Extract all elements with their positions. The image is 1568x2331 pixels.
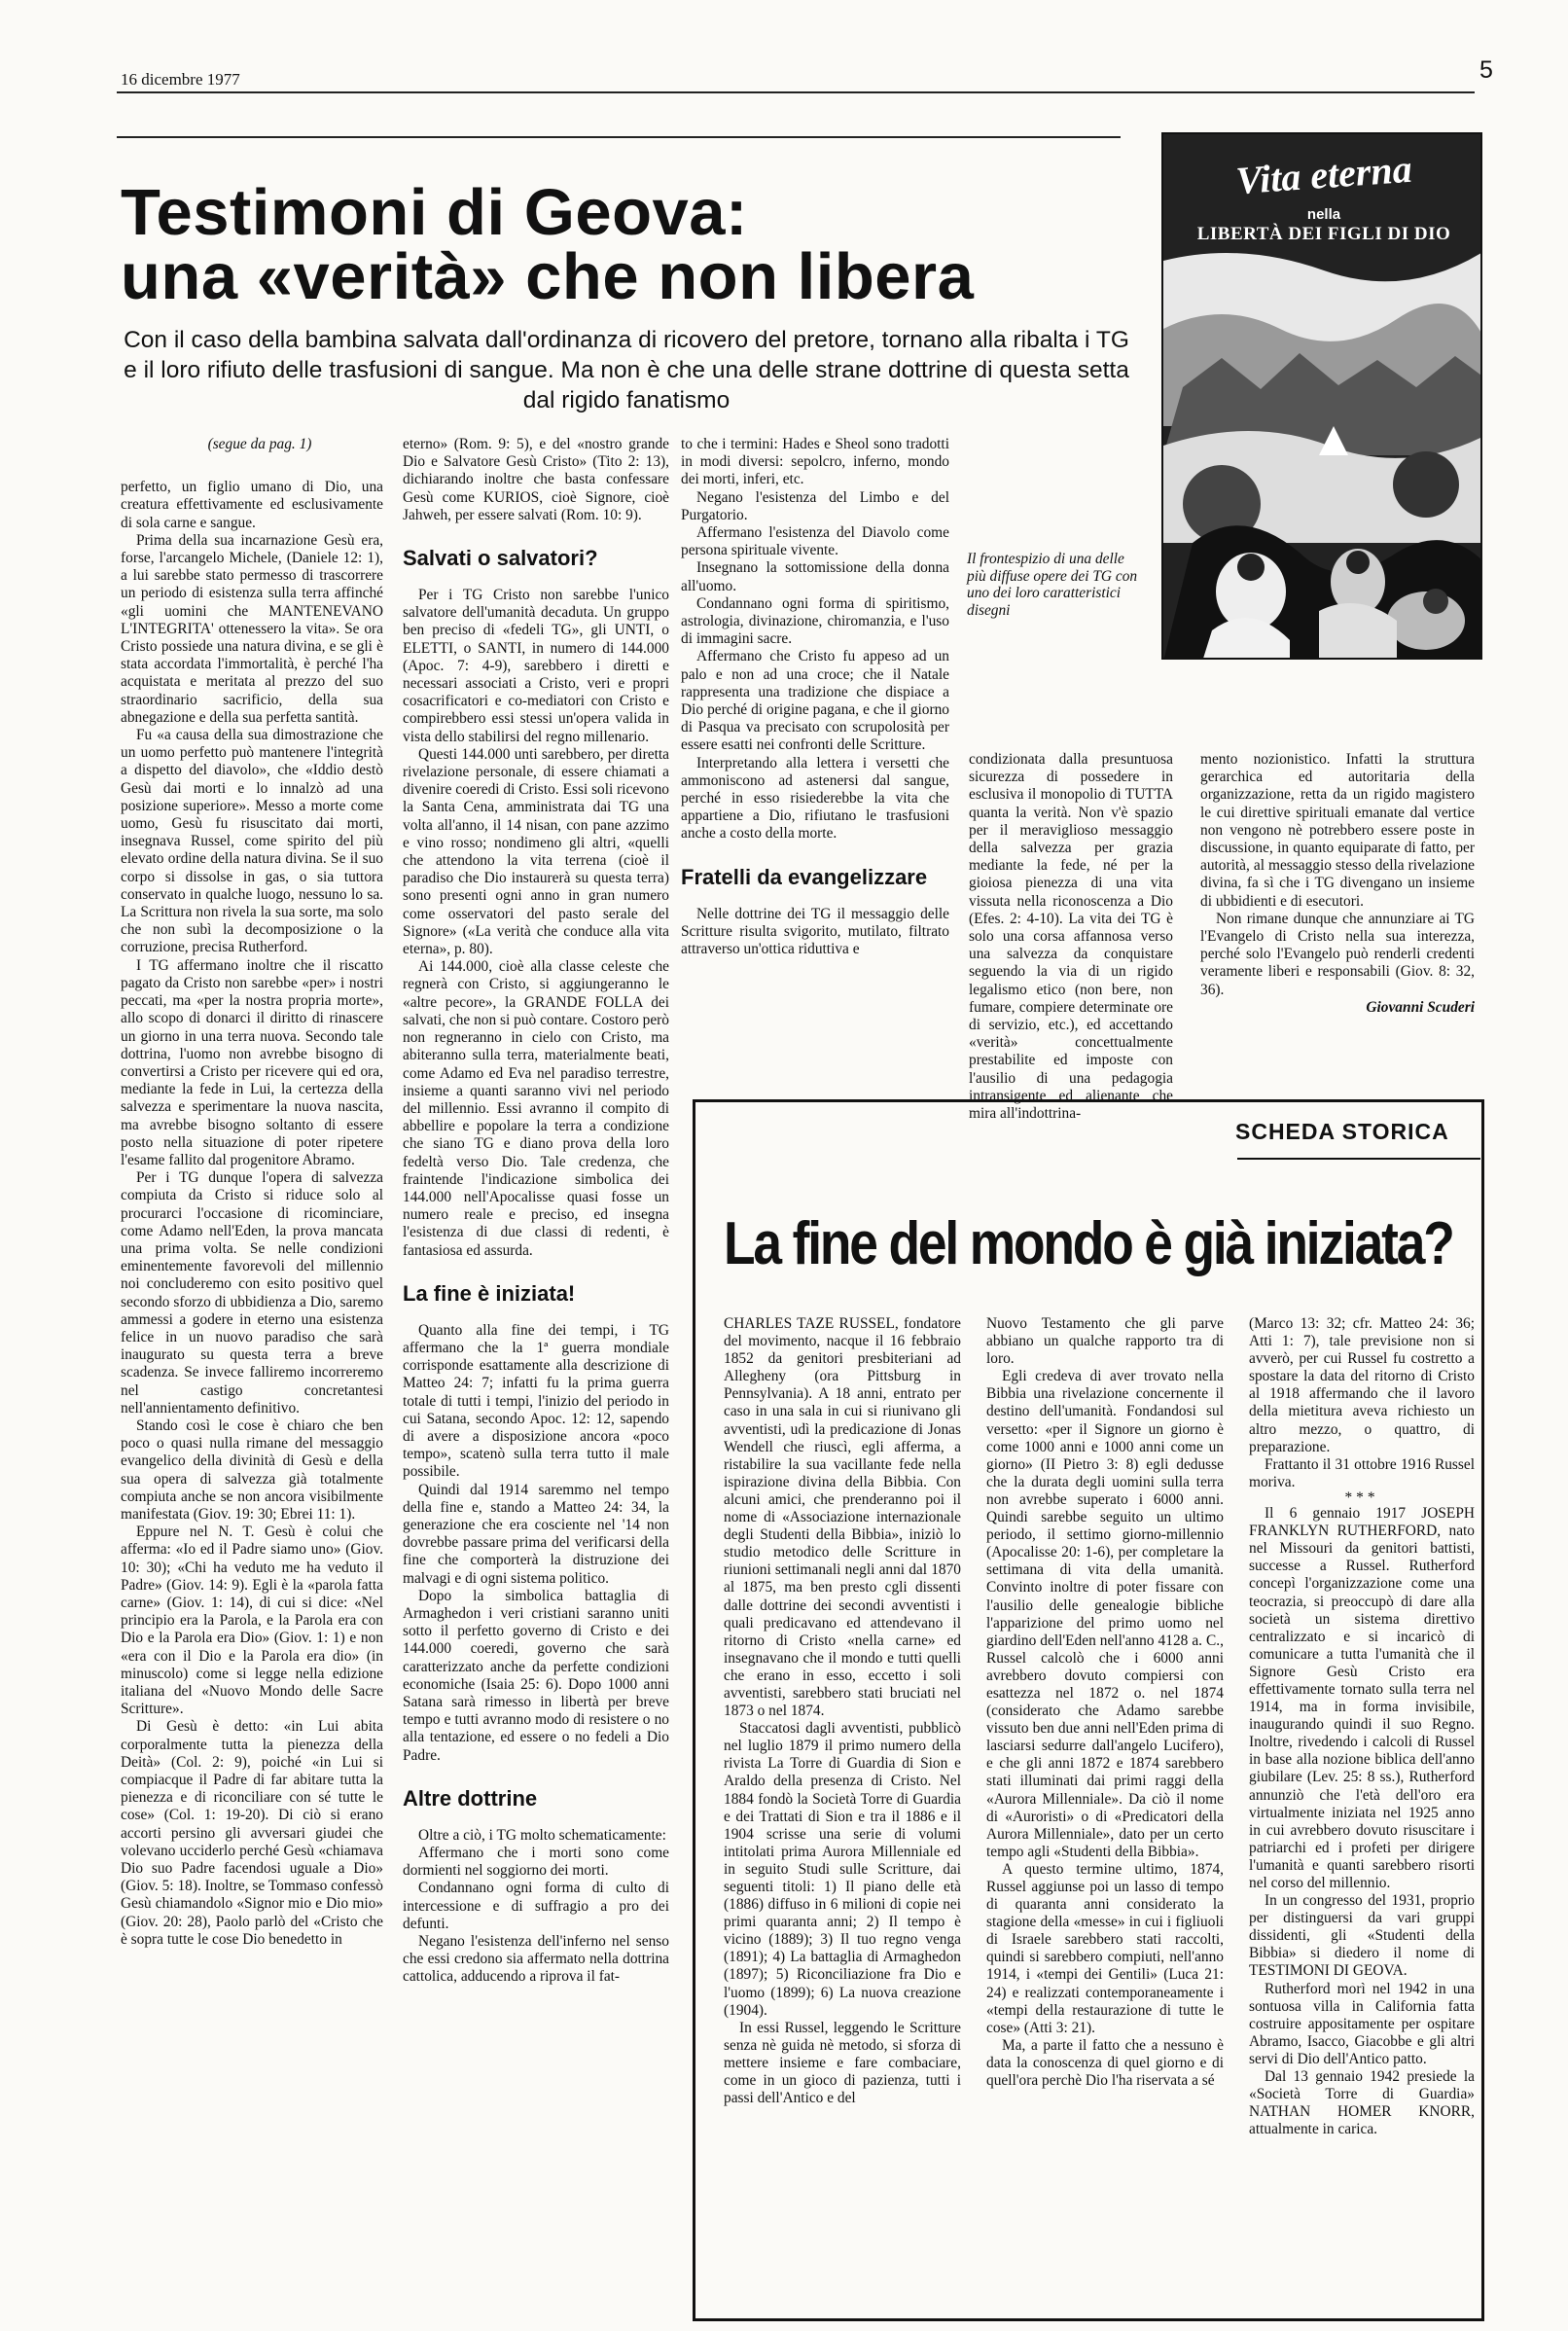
section-heading-altre: Altre dottrine: [403, 1785, 538, 1811]
paragraph: Ai 144.000, cioè alla classe celeste che regnerà con Cristo, si aggiungeranno le «altre pecore», la GRANDE FOLLA dei salvati, che non si può contare. Costoro però non regneranno in cielo con Cristo, ma abiteranno sulla terra, materialmente beati, come Adamo ed Eva nel paradiso terrestre, insieme a quanti saranno vivi nel periodo del millennio. Essi avranno il compito di abbellire e popolare la terra a condizione che siano TG e diano prova della loro fedeltà verso Dio. Tale credenza, che fraintende l'indicazione simbolica dei 144.000 nell'Apocalisse quasi fosse un numero reale e preciso, ed insegna l'esistenza di due classi di redenti, è fantasiosa ed assurda.: [403, 958, 669, 1259]
paragraph: Ma, a parte il fatto che a nessuno è data la conoscenza di quel giorno e di quell'ora perchè Dio l'ha riservata a sé: [986, 2036, 1224, 2090]
article-column-1: [121, 436, 383, 1949]
paragraph: Negano l'esistenza dell'inferno nel senso che essi credono sia affermato nella dottrina cattolica, adducendo a riprova il fat-: [403, 1933, 669, 1986]
article-column-5: [1200, 751, 1475, 1017]
paragraph: Quindi dal 1914 saremmo nel tempo della fine e, stando a Matteo 24: 34, la generazione che era cosciente nel '14 non dovrebbe passare prima del verificarsi della fine che comporterà la distruzione dei malvagi e di ogni sistema politico.: [403, 1481, 669, 1587]
historical-sheet-tag: SCHEDA STORICA: [1235, 1119, 1449, 1144]
paragraph-list: [969, 751, 1173, 1123]
paragraph-list: [403, 587, 669, 1260]
illustration-subtitle: LIBERTÀ DEI FIGLI DI DIO: [1196, 224, 1451, 244]
paragraph-list: [403, 1322, 669, 1765]
paragraph: Il 6 gennaio 1917 JOSEPH FRANKLYN RUTHERFORD, nato nel Missouri da genitori battisti, successe a Russel. Rutherford concepì l'organizzazione come una teocrazia, si preoccupò di dare alla società un sistema direttivo centralizzato e si incaricò di comunicare a tutta l'umanità che il Signore Gesù Cristo era effettivamente tornato sulla terra nel 1914, ma in forma invisibile, inaugurando quindi il suo Regno. Inoltre, rivedendo i calcoli di Russel in base alla nozione biblica dell'anno giubilare (Lev. 25: 8 ss.), Rutherford annunziò che l'età dell'oro era virtualmente iniziata nel 1925 anno in cui avrebbero dovuto risuscitare i patriarchi ed i profeti per dirigere l'umanità e quanti sarebbero risorti nel corso del millennio.: [1249, 1505, 1475, 1891]
headline-line-1: Testimoni di Geova:: [121, 176, 748, 249]
illustration-title: Vita eterna: [1234, 146, 1413, 203]
section-separator-stars: ***: [1344, 1488, 1379, 1506]
historical-sheet-column-3: [1249, 1315, 1475, 2138]
paragraph: Per i TG Cristo non sarebbe l'unico salvatore dell'umanità decaduta. Un gruppo ben preciso di «fedeli TG», gli UNTI, o ELETTI, o SANTI, in numero di 144.000 (Apoc. 7: 4-9), sarebbero i diretti e necessari associati a Cristo, veri e propri cosacrificatori e co-mediatori con Cristo e compirebbero essi stessi un'opera valida in vista dello stabilirsi del regno millenario.: [403, 587, 669, 745]
paragraph: Dal 13 gennaio 1942 presiede la «Società Torre di Guardia» NATHAN HOMER KNORR, attualmente in carica.: [1249, 2068, 1475, 2138]
paragraph: A questo termine ultimo, 1874, Russel aggiunse poi un lasso di tempo di quaranta anni considerato la stagione della «messe» in cui i figliuoli di Israele sarebbero stati raccolti, quindi si sarebbero compiuti, nell'anno 1914, i «tempi dei Gentili» (Luca 21: 24) e realizzati contemporaneamente i «tempi della restaurazione di tutte le cose» (Atti 3: 21).: [986, 1860, 1224, 2036]
headline-top-rule: [117, 136, 1121, 138]
paragraph: Staccatosi dagli avventisti, pubblicò nel luglio 1879 il primo numero della rivista La Torre di Guardia di Sion e Araldo della presenza di Cristo. Nel 1884 fondò la Società Torre di Guardia e dei Trattati di Sion e tra il 1886 e il 1904 scrisse una serie di volumi intitolati prima Aurora Millenniale ed in seguito Studi sulle Scritture, dai seguenti titoli: 1) Il piano delle età (1886) diffuso in 6 milioni di copie nei primi quaranta anni; 2) Il tempo è vicino (1889); 3) Il tuo regno venga (1891); 4) La battaglia di Armaghedon (1897); 5) Riconciliazione fra Dio e l'uomo (1899); 6) La nuova creazione (1904).: [724, 1720, 961, 2019]
headline-line-2: una «verità» che non libera: [121, 240, 975, 313]
paragraph: Dopo la simbolica battaglia di Armaghedon i veri cristiani saranno uniti sotto il perfetto governo di Cristo e dei 144.000 coeredi, governo che sarà caratterizzato anche da perfette condizioni economiche (Isaia 25: 6). Dopo 1000 anni Satana sarà rimesso in libertà per breve tempo e tutti avranno modo di resistere o no alla tentazione, ed essere o no fedeli a Dio Padre.: [403, 1587, 669, 1764]
article-subhead: Con il caso della bambina salvata dall'ordinanza di ricovero del pretore, tornano alla ribalta i TG e il loro rifiuto delle trasfusioni di sangue. Ma non è che una delle strane dottrine di questa setta dal rigido fanatismo: [124, 327, 1129, 413]
section-heading-fratelli: Fratelli da evangelizzare: [681, 864, 928, 889]
paragraph: Affermano l'esistenza del Diavolo come persona spirituale vivente.: [681, 524, 949, 559]
article-column-4: [969, 751, 1173, 1123]
paragraph: Quanto alla fine dei tempi, i TG affermano che la 1ª guerra mondiale corrisponde esattamente alla descrizione di Matteo 24: 7; infatti fu la prima guerra totale di tutti i tempi, l'inizio del periodo in cui Satana, secondo Apoc. 12: 12, sapendo di avere a disposizione ancora «poco tempo», scatenò sulla terra tutto il male possibile.: [403, 1321, 669, 1481]
paragraph: Egli credeva di aver trovato nella Bibbia una rivelazione concernente il destino dell'umanità. Fondandosi sul versetto: «per il Signore un giorno è come 1000 anni e 1000 anni come un giorno» (II Pietro 3: 8) egli dedusse che la durata degli uomini sulla terra non avrebbe superato i 6000 anni. Quindi sarebbe seguito un ultimo periodo, il settimo giorno-millennio (Apocalisse 20: 1-6), per completare la settimana di vita della umanità. Convinto inoltre di poter fissare con l'ausilio delle genealogie bibliche l'apparizione del primo uomo nel giardino dell'Eden nell'anno 4128 a. C., Russel calcolò che i 6000 anni avrebbero dovuto compiersi con esattezza nel 1872 o. nel 1874 (considerato che Adamo sarebbe vissuto ben due anni nell'Eden prima di lasciarsi sedurre dall'angelo Lucifero), e che gli anni 1872 e 1874 sarebbero stati illuminati dai primi raggi della «Aurora Millenniale». Da ciò il nome di «Auroristi» o di «Predicatori della Aurora Millenniale», dato per un certo tempo agli «Studenti della Bibbia».: [986, 1368, 1224, 1860]
illustration-nella: nella: [1306, 206, 1341, 223]
article-column-3: [681, 436, 949, 958]
illustration-caption: Il frontespizio di una delle più diffuse opere dei TG con uno dei loro caratteristici disegni: [967, 551, 1138, 619]
article-headline: [121, 176, 1132, 313]
header-rule: [117, 91, 1475, 93]
paragraph: mento nozionistico. Infatti la struttura gerarchica ed autoritaria della organizzazione, retta da un rigido magistero le cui direttive spirituali emanate dal vertice non vengono nè potrebbero essere poste in discussione, in quanto equiparate di fatto, per autorità, al messaggio stesso della rivelazione divina, fa sì che i TG divengano un insieme di ubbidienti e di esecutori.: [1200, 751, 1475, 910]
paragraph-list: [403, 1827, 669, 1987]
paragraph: Eppure nel N. T. Gesù è colui che afferma: «Io ed il Padre siamo uno» (Giov. 10: 30); «Chi ha veduto me ha veduto il Padre» (Giov. 14: 9). Egli è la «parola fatta carne» (Giov. 1: 14), di cui si dice: «Nel principio era la Parola, e la Parola era con Dio e la Parola era Dio» (Giov. 1: 1) e non «era con il Dio e la Parola era dio» (in minuscolo) come si legge nella edizione italiana del «Nuovo Mondo delle Sacre Scritture».: [121, 1524, 383, 1718]
paragraph: Affermano che Cristo fu appeso ad un palo e non ad una croce; che il Natale rappresenta una tradizione che dispiace a Dio perché di origine pagana, e che il giorno di Pasqua va precisato con scrupolosità per essere esatti nei confronti delle Scritture.: [681, 648, 949, 754]
paragraph: Interpretando alla lettera i versetti che ammoniscono ad astenersi dal sangue, perché in esso risiederebbe la vita che appartiene a Dio, rifiutano le trasfusioni anche a costo della morte.: [681, 754, 949, 843]
historical-sheet-column-1: [724, 1315, 961, 2107]
paragraph: I TG affermano inoltre che il riscatto pagato da Cristo non sarebbe «per» i nostri peccati, ma «per la nostra propria morte», allo scopo di donarci il diritto di rinascere un giorno in una terra nuova. Secondo tale dottrina, l'uomo non avrebbe bisogno di convertirsi a Cristo per ricevere qui ed ora, mediante la fede in Lui, la certezza della salvezza e sperimentare la nuova nascita, ma avrebbe bisogno soltanto di essere posto nella situazione di poter ripetere l'esame fallito dal progenitore Abramo.: [121, 956, 383, 1168]
paragraph: Nelle dottrine dei TG il messaggio delle Scritture risulta svigorito, mutilato, filtrato attraverso un'ottica riduttiva e: [681, 905, 949, 958]
paragraph: Prima della sua incarnazione Gesù era, forse, l'arcangelo Michele, (Daniele 12: 1), a lui sarebbe stato permesso di trascorrere un periodo di esistenza sulla terra affinché «gli uomini che MANTENEVANO L'INTEGRITA' ottenessero la vita». Se ora Cristo possiede una natura divina, e se gli è stata accordata l'immortalità, è perché l'ha acquistata e meritata al prezzo del suo straordinario sacrificio, della sua abnegazione e della sua perfetta santità.: [121, 531, 383, 726]
paragraph: to che i termini: Hades e Sheol sono tradotti in modi diversi: sepolcro, inferno, mondo dei morti, inferi, etc.: [681, 436, 949, 488]
paragraph-list: [121, 479, 383, 1949]
paragraph-list: [1249, 1315, 1475, 1491]
book-cover-illustration: [1161, 132, 1482, 660]
paragraph: Di Gesù è detto: «in Lui abita corporalmente tutta la pienezza della Deità» (Col. 2: 9), poiché «in Lui si compiacque il Padre di far abitare tutta la pienezza e di riconciliare con sé tutte le cose» (Col. 1: 19-20). Di ciò si erano accorti persino gli avversari giudei che volevano ucciderlo perché Gesù «chiamava Dio suo Padre facendosi uguale a Dio» (Giov. 5: 18). Inoltre, se Tommaso confessò Gesù chiamandolo «Signor mio e Dio mio» (Giov. 20: 28), Paolo parlò del «Cristo che è sopra tutte le cose Dio benedetto in: [121, 1718, 383, 1948]
paragraph-list: [681, 906, 949, 959]
paragraph-list: [724, 1315, 961, 2107]
historical-sheet-tag-rule: [1237, 1158, 1480, 1160]
page-number: 5: [1479, 56, 1493, 84]
paragraph: Nuovo Testamento che gli parve abbiano un qualche rapporto tra di loro.: [986, 1315, 1224, 1368]
paragraph: Insegnano la sottomissione della donna all'uomo.: [681, 559, 949, 594]
paragraph: Rutherford morì nel 1942 in una sontuosa villa in California fatta costruire appositamente per ospitare Abramo, Isacco, Giacobbe e gli altri servi di Dio dell'Antico patto.: [1249, 1980, 1475, 2067]
historical-sheet-column-2: [986, 1315, 1224, 2090]
paragraph: Oltre a ciò, i TG molto schematicamente:: [418, 1826, 666, 1844]
paragraph: Questi 144.000 unti sarebbero, per diretta rivelazione personale, di essere chiamati a divenire coeredi di Cristo. Essi soli ricevono la Santa Cena, amministrata dai TG una volta all'anno, il 14 nisan, con pane azzimo e vino rosso; nondimeno gli altri, «quelli che attendono la vita terrena (cioè il paradiso che Dio instaurerà su questa terra) sono presenti ogni anno in gran numero come osservatori del pasto serale del Signore» («La verità che conduce alla vita eterna», p. 80).: [403, 745, 669, 958]
section-heading-salvati: Salvati o salvatori?: [403, 546, 598, 571]
paragraph: (Marco 13: 32; cfr. Matteo 24: 36; Atti 1: 7), tale previsione non si avverò, per cui Russel fu costretto a spostare la data del ritorno di Cristo al 1918 affermando che il lavoro della mietitura aveva richiesto un altro mezzo, o quattro, di preparazione.: [1249, 1315, 1475, 1455]
paragraph: Condannano ogni forma di spiritismo, astrologia, divinazione, chiromanzia, e l'uso di immagini sacre.: [681, 594, 949, 648]
issue-date: 16 dicembre 1977: [121, 70, 240, 89]
section-heading-fine: La fine è iniziata!: [403, 1280, 576, 1306]
paragraph: Stando così le cose è chiaro che ben poco o quasi nulla rimane del messaggio evangelico della divinità di Gesù e della sua opera di salvezza già totalmente compiuta anche se non ancora visibilmente manifestata (Giov. 19: 30; Ebrei 11: 1).: [121, 1417, 383, 1523]
article-column-2: [403, 436, 669, 1987]
paragraph: In essi Russel, leggendo le Scritture senza nè guida nè metodo, si sforza di mettere insieme e fare combaciare, come in un gioco di pazienza, tutti i passi dell'Antico e del: [724, 2019, 961, 2107]
paragraph-list: [1249, 1505, 1475, 2138]
paragraph: Fu «a causa della sua dimostrazione che un uomo perfetto può mantenere l'integrità a dispetto del diavolo», che «Iddio destò Gesù dai morti e lo innalzò ad una posizione superiore». Messo a morte come uomo, Gesù fu risuscitato dai morti, insegnava Russel, come spirito del più elevato ordine della natura divina. Se il suo corpo si dissolse in gas, o sia tuttora conservato in qualche luogo, nessuno lo sa. La Scrittura non rivela la sua sorte, ma solo che non subì la decomposizione o la corruzione, precisa Rutherford.: [121, 727, 383, 956]
paragraph: Condannano ogni forma di culto di intercessione e di suffragio a pro dei defunti.: [403, 1880, 669, 1932]
paragraph-list: [986, 1315, 1224, 2090]
author-signature: Giovanni Scuderi: [1366, 998, 1475, 1016]
paragraph: condizionata dalla presuntuosa sicurezza di possedere in esclusiva il monopolio di TUTTA quanta la verità. Non v'è spazio per il meraviglioso messaggio della salvezza per grazia mediante la fede, né per la gioiosa pienezza di una vita vissuta nella riconoscenza a Dio (Efes. 2: 4-10). La vita dei TG è solo una corsa affannosa verso una salvezza da conquistare seguendo la via di un rigido legalismo etico (non bere, non fumare, compiere determinate ore di servizio, etc.), ed accettando «verità» concettualmente prestabilite ed imposte con l'ausilio di una pedagogia intransigente ed alienante che mira all'indottrina-: [969, 751, 1173, 1123]
paragraph: Frattanto il 31 ottobre 1916 Russel moriva.: [1249, 1455, 1475, 1490]
historical-sheet-title: La fine del mondo è già iniziata?: [724, 1210, 1453, 1277]
paragraph: CHARLES TAZE RUSSEL, fondatore del movimento, nacque il 16 febbraio 1852 da genitori presbiteriani ad Allegheny (ora Pittsburg in Pennsylvania). A 18 anni, entrato per caso in una sala in cui si riunivano gli avventisti, udì la predicazione di Jonas Wendell che riuscì, egli afferma, a ristabilire la sua vacillante fede nella ispirazione divina della Bibbia. Con alcuni amici, che prenderanno poi il nome di «Associazione internazionale degli Studenti della Bibbia», iniziò lo studio metodico delle Scritture in riunioni settimanali negli anni dal 1870 al 1875, ma ben presto cgli dissenti dalle dottrine dei secondi avventisti i quali predicavano ed attendevano il ritorno di Cristo «nella carne» ed insegnavano che il mondo e tutti quelli che erano in esso, eccetto i soli avventisti, sarebbero stati bruciati nel 1873 o nel 1874.: [724, 1315, 961, 1720]
paragraph-list: [1200, 751, 1475, 999]
paragraph: eterno» (Rom. 9: 5), e del «nostro grande Dio e Salvatore Gesù Cristo» (Tito 2: 13), dichiarando inoltre che basta confessare Gesù come KURIOS, cioè Signore, cioè Jahweh, per essere salvati (Rom. 10: 9).: [403, 436, 669, 523]
paragraph: Negano l'esistenza del Limbo e del Purgatorio.: [681, 488, 949, 523]
paragraph: perfetto, un figlio umano di Dio, una creatura effettivamente ed esclusivamente di sola carne e sangue.: [121, 479, 383, 531]
paragraph: Affermano che i morti sono come dormienti nel soggiorno dei morti.: [403, 1845, 669, 1880]
paragraph: In un congresso del 1931, proprio per distinguersi da vari gruppi dissidenti, gli «Studenti della Bibbia» si diedero il nome di TESTIMONI DI GEOVA.: [1249, 1892, 1475, 1980]
paragraph: Per i TG dunque l'opera di salvezza compiuta da Cristo si riduce solo al procurarci l'occasione di ricominciare, come Adamo nell'Eden, la prova mancata una prima volta. Se nelle condizioni eminentemente favorevoli del millennio noi concluderemo con esito positivo quel secondo sforzo di ubbidienza a Dio, saremo ammessi a godere in eterno una esistenza felice in un nuovo paradiso che sarà inaugurato su questa terra a breve scadenza. Se invece falliremo incorreremo nel castigo concretantesi nell'annientamento definitivo.: [121, 1169, 383, 1417]
paragraph-list: [681, 436, 949, 843]
paragraph: Non rimane dunque che annunziare ai TG l'Evangelo di Cristo nella sua interezza, perché solo l'Evangelo può renderli credenti veramente liberi e responsabili (Giov. 8: 32, 36).: [1200, 910, 1475, 998]
continued-from-note: (segue da pag. 1): [207, 436, 312, 452]
